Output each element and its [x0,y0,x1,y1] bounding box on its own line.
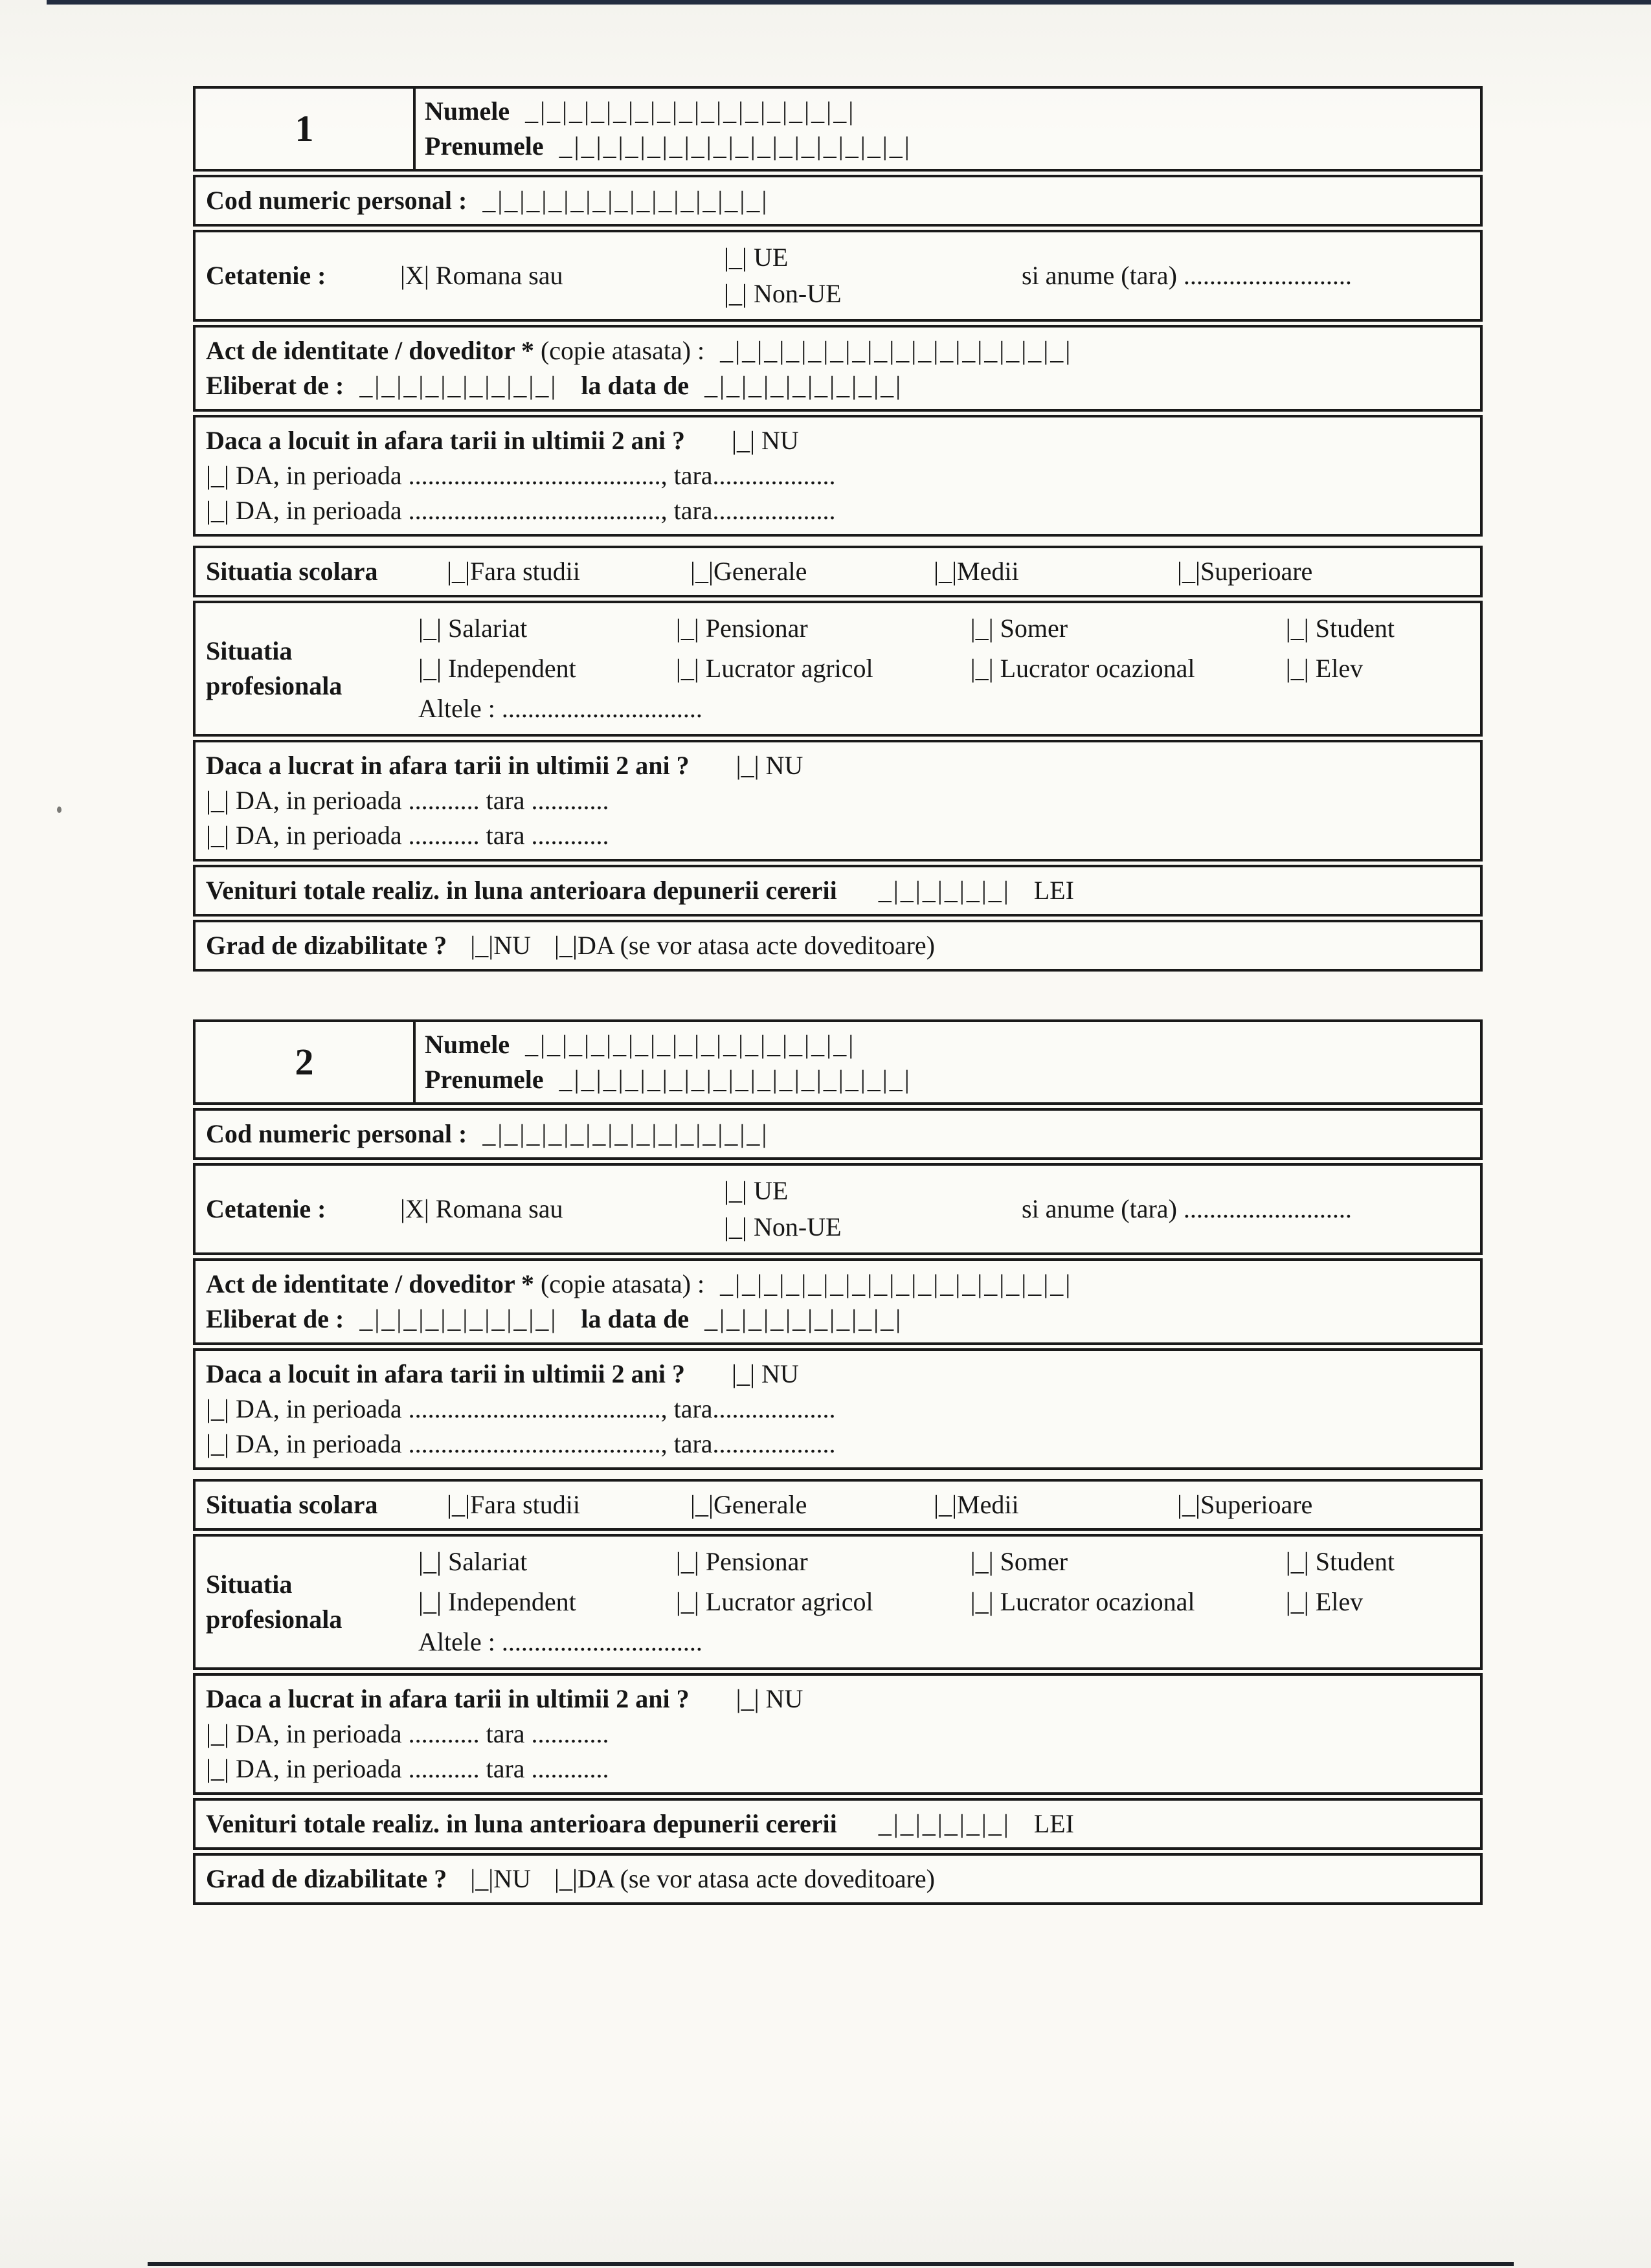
option-lucrator-ocazional-checkbox: |_| Lucrator ocazional [970,1587,1195,1616]
worked-abroad-question: Daca a lucrat in afara tarii in ultimii 2 ani ? [206,1684,690,1713]
income-row [193,865,1483,917]
name-header-row [193,1019,1483,1105]
lived-abroad-no-checkbox: |_| NU [731,1359,799,1388]
professional-status-row [193,601,1483,737]
citizenship-row [193,230,1483,322]
issued-by-label: Eliberat de : [206,1304,344,1333]
form-sections-container [193,86,1483,1953]
firstname-label: Prenumele [425,131,544,161]
citizenship-country-dotted-line: si anume (tara) .......................... [1022,1194,1352,1223]
option-independent-checkbox: |_| Independent [418,1587,576,1616]
cnp-row [193,175,1483,227]
income-row [193,1798,1483,1850]
issue-date-label: la data de [581,371,690,400]
disability-label: Grad de dizabilitate ? [206,1864,447,1893]
citizenship-eu-group [724,1173,1022,1245]
education-option-generale: |_|Generale [690,557,807,586]
option-student-checkbox: |_| Student [1285,1547,1395,1576]
worked-abroad-yes-line-2: |_| DA, in perioada ........... tara ............ [206,821,609,850]
scan-speck [57,806,62,813]
option-somer-checkbox: |_| Somer [970,1547,1068,1576]
option-lucrator-ocazional-checkbox: |_| Lucrator ocazional [970,654,1195,683]
lived-abroad-yes-line-2: |_| DA, in perioada ......................................., tara................... [206,496,836,525]
income-label: Venituri totale realiz. in luna anterioara depunerii cererii [206,876,837,905]
issued-by-line [206,368,1470,403]
disability-row [193,920,1483,972]
worked-abroad-question: Daca a lucrat in afara tarii in ultimii 2 ani ? [206,751,690,780]
professional-status-label [206,1544,400,1660]
lived-abroad-question: Daca a locuit in afara tarii in ultimii 2 ani ? [206,426,685,455]
identity-document-line [206,333,1470,368]
identity-document-label: Act de identitate / doveditor * [206,336,534,365]
citizenship-label: Cetatenie : [206,1194,326,1223]
lived-abroad-yes-line-1: |_| DA, in perioada ......................................., tara................... [206,1394,836,1423]
identity-document-row [193,1258,1483,1345]
issued-by-boxes: _|_|_|_|_|_|_|_|_| [359,371,558,400]
citizenship-ue-checkbox: |_| UE [724,1176,789,1205]
lived-abroad-question-line [206,423,1470,458]
surname-label: Numele [425,1030,510,1059]
firstname-label: Prenumele [425,1065,544,1094]
professional-altele-dotted-line: Altele : ............................... [418,694,702,723]
professional-status-options [400,1544,1470,1660]
worked-abroad-question-line [206,748,1470,783]
citizenship-eu-group [724,240,1022,311]
lived-abroad-question: Daca a locuit in afara tarii in ultimii 2 ani ? [206,1359,685,1388]
professional-altele-dotted-line: Altele : ............................... [418,1627,702,1656]
option-student-checkbox: |_| Student [1285,614,1395,643]
professional-status-label-line1: Situatia [206,636,293,665]
education-option-superioare: |_|Superioare [1177,1490,1313,1519]
citizenship-label: Cetatenie : [206,261,326,290]
firstname-write-boxes: _|_|_|_|_|_|_|_|_|_|_|_|_|_|_|_| [559,1065,912,1094]
name-header-row [193,86,1483,172]
income-currency-unit: LEI [1033,876,1074,905]
option-pensionar-checkbox: |_| Pensionar [675,614,808,643]
education-row [193,1479,1483,1531]
identity-document-note: (copie atasata) : [540,1269,705,1298]
issue-date-boxes: _|_|_|_|_|_|_|_|_| [704,371,903,400]
option-pensionar-checkbox: |_| Pensionar [675,1547,808,1576]
citizenship-non-ue-checkbox: |_| Non-UE [724,1212,842,1241]
cnp-label: Cod numeric personal : [206,1119,467,1148]
name-fields-cell [416,89,1480,169]
identity-document-label: Act de identitate / doveditor * [206,1269,534,1298]
issued-by-boxes: _|_|_|_|_|_|_|_|_| [359,1304,558,1333]
surname-line [425,94,1471,129]
disability-row [193,1853,1483,1905]
lived-abroad-no-checkbox: |_| NU [731,426,799,455]
education-option-generale: |_|Generale [690,1490,807,1519]
professional-status-label-line1: Situatia [206,1570,293,1599]
citizenship-non-ue-checkbox: |_| Non-UE [724,279,842,308]
cnp-row [193,1108,1483,1160]
lived-abroad-yes-line-1: |_| DA, in perioada ......................................., tara................... [206,461,836,490]
worked-abroad-question-line [206,1682,1470,1717]
professional-status-label [206,611,400,726]
option-elev-checkbox: |_| Elev [1285,1587,1364,1616]
person-number: 1 [295,107,314,150]
citizenship-row [193,1163,1483,1255]
education-option-superioare: |_|Superioare [1177,557,1313,586]
disability-yes-checkbox: |_|DA (se vor atasa acte doveditoare) [554,931,936,960]
professional-status-options [400,611,1470,726]
surname-write-boxes: _|_|_|_|_|_|_|_|_|_|_|_|_|_|_| [525,96,856,126]
applicant-section [193,86,1483,972]
person-number-cell [196,1022,416,1102]
citizenship-romana-checkbox: |X| Romana sau [400,1194,563,1223]
cnp-write-boxes: _|_|_|_|_|_|_|_|_|_|_|_|_| [482,186,769,215]
income-currency-unit: LEI [1033,1809,1074,1838]
education-label: Situatia scolara [206,1490,378,1519]
education-option-medii: |_|Medii [934,1490,1019,1519]
worked-abroad-no-checkbox: |_| NU [736,1684,803,1713]
name-fields-cell [416,1022,1480,1102]
identity-document-boxes: _|_|_|_|_|_|_|_|_|_|_|_|_|_|_|_| [720,336,1073,365]
disability-yes-checkbox: |_|DA (se vor atasa acte doveditoare) [554,1864,936,1893]
identity-document-line [206,1267,1470,1302]
firstname-line [425,1062,1471,1097]
worked-abroad-yes-line-1: |_| DA, in perioada ........... tara ............ [206,1719,609,1748]
lived-abroad-row [193,1348,1483,1470]
firstname-line [425,129,1471,164]
identity-document-boxes: _|_|_|_|_|_|_|_|_|_|_|_|_|_|_|_| [720,1269,1073,1298]
scan-artifact-bottom-edge [148,2262,1514,2266]
cnp-write-boxes: _|_|_|_|_|_|_|_|_|_|_|_|_| [482,1119,769,1148]
disability-no-checkbox: |_|NU [470,931,532,960]
option-lucrator-agricol-checkbox: |_| Lucrator agricol [675,1587,873,1616]
option-somer-checkbox: |_| Somer [970,614,1068,643]
option-salariat-checkbox: |_| Salariat [418,614,528,643]
cnp-label: Cod numeric personal : [206,186,467,215]
worked-abroad-no-checkbox: |_| NU [736,751,803,780]
professional-status-label-line2: profesionala [206,1605,343,1634]
education-option-medii: |_|Medii [934,557,1019,586]
lived-abroad-question-line [206,1357,1470,1392]
education-label: Situatia scolara [206,557,378,586]
issue-date-boxes: _|_|_|_|_|_|_|_|_| [704,1304,903,1333]
income-write-boxes: _|_|_|_|_|_| [878,876,1011,905]
firstname-write-boxes: _|_|_|_|_|_|_|_|_|_|_|_|_|_|_|_| [559,131,912,161]
scan-artifact-top-edge [47,0,1651,5]
professional-status-row [193,1534,1483,1670]
surname-write-boxes: _|_|_|_|_|_|_|_|_|_|_|_|_|_|_| [525,1030,856,1059]
disability-no-checkbox: |_|NU [470,1864,532,1893]
worked-abroad-row [193,740,1483,862]
identity-document-row [193,325,1483,412]
citizenship-romana-checkbox: |X| Romana sau [400,261,563,290]
professional-status-label-line2: profesionala [206,671,343,700]
worked-abroad-yes-line-1: |_| DA, in perioada ........... tara ............ [206,786,609,815]
issue-date-label: la data de [581,1304,690,1333]
lived-abroad-row [193,415,1483,537]
applicant-section [193,1019,1483,1905]
lived-abroad-yes-line-2: |_| DA, in perioada ......................................., tara................... [206,1429,836,1458]
person-number-cell [196,89,416,169]
option-lucrator-agricol-checkbox: |_| Lucrator agricol [675,654,873,683]
education-option-fara-studii: |_|Fara studii [447,1490,580,1519]
option-elev-checkbox: |_| Elev [1285,654,1364,683]
option-independent-checkbox: |_| Independent [418,654,576,683]
identity-document-note: (copie atasata) : [540,336,705,365]
option-salariat-checkbox: |_| Salariat [418,1547,528,1576]
education-option-fara-studii: |_|Fara studii [447,557,580,586]
worked-abroad-yes-line-2: |_| DA, in perioada ........... tara ............ [206,1754,609,1783]
worked-abroad-row [193,1673,1483,1795]
issued-by-label: Eliberat de : [206,371,344,400]
surname-label: Numele [425,96,510,126]
person-number: 2 [295,1040,314,1083]
income-write-boxes: _|_|_|_|_|_| [878,1809,1011,1838]
surname-line [425,1027,1471,1062]
citizenship-country-dotted-line: si anume (tara) .......................... [1022,261,1352,290]
citizenship-ue-checkbox: |_| UE [724,243,789,272]
issued-by-line [206,1302,1470,1337]
disability-label: Grad de dizabilitate ? [206,931,447,960]
income-label: Venituri totale realiz. in luna anterioara depunerii cererii [206,1809,837,1838]
education-row [193,546,1483,597]
